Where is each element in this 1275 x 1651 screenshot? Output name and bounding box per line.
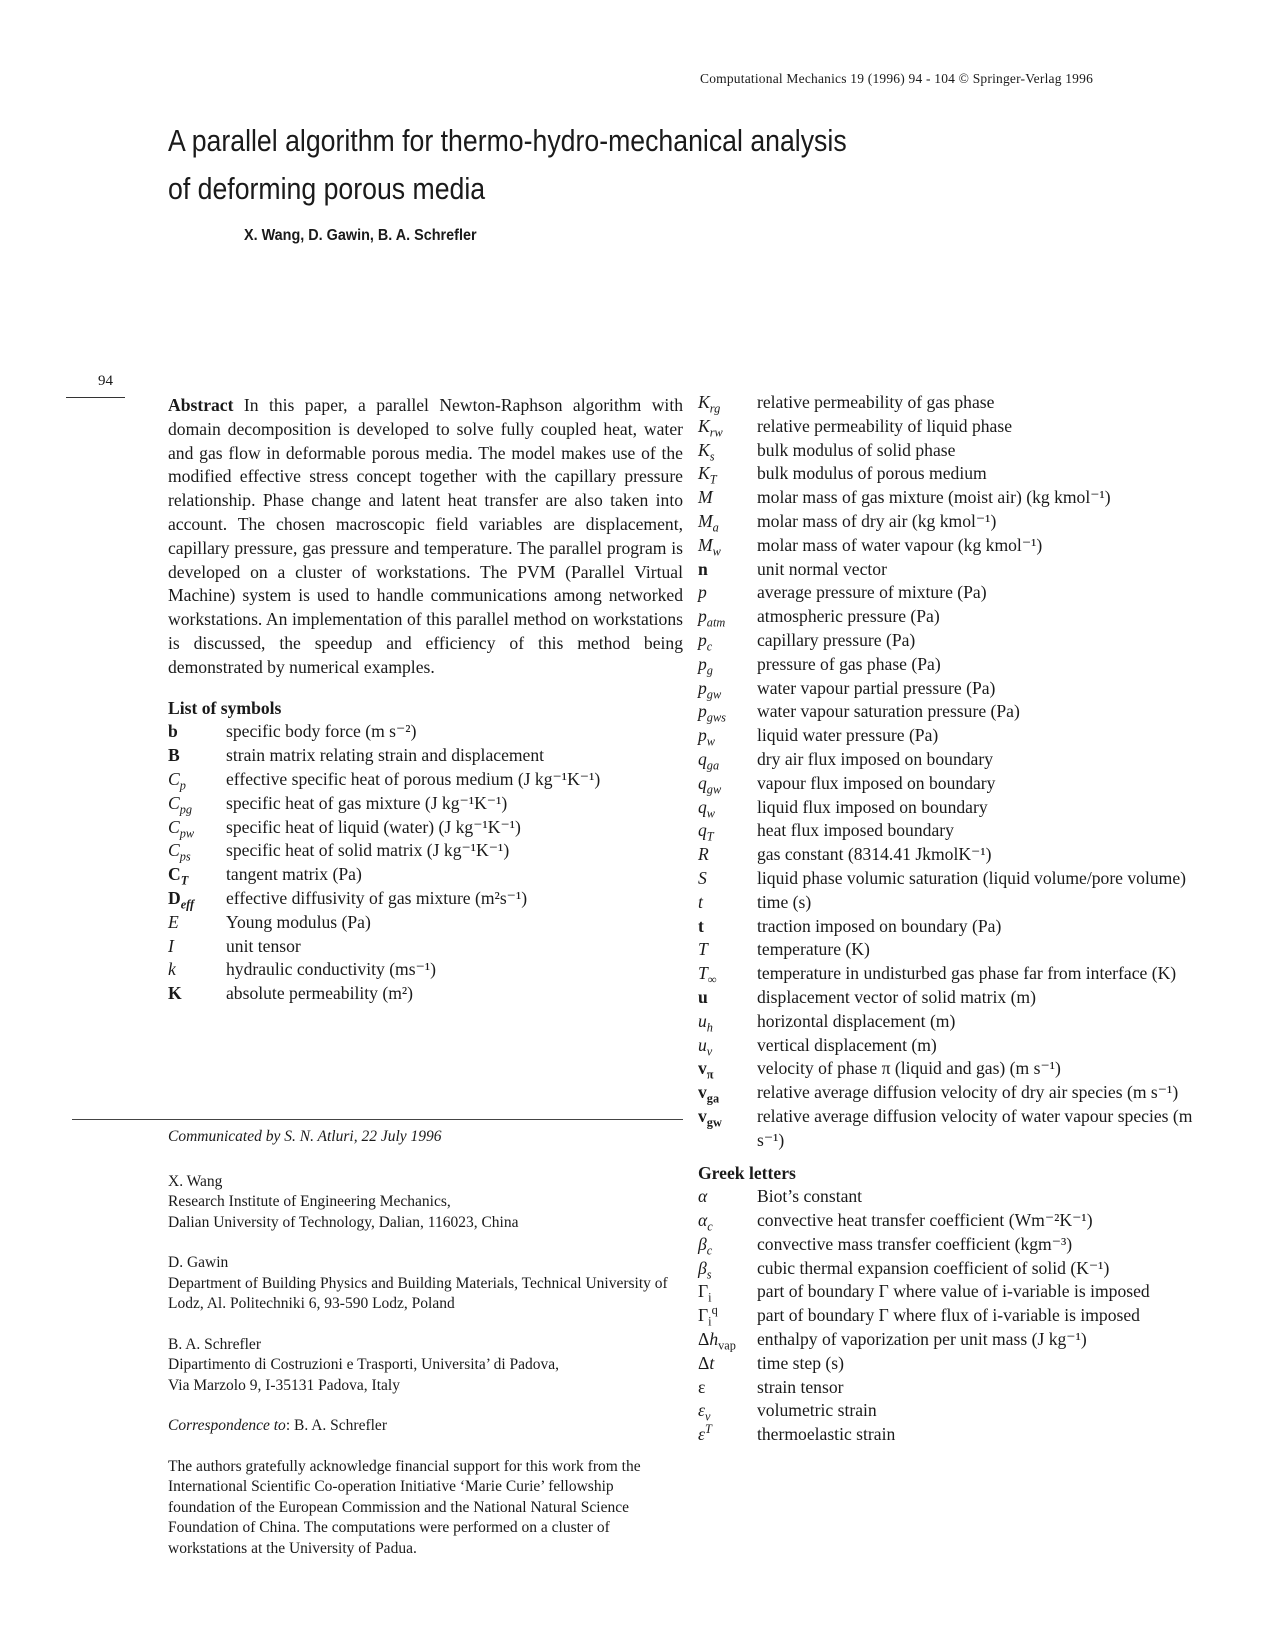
symbol-row bbox=[698, 391, 1218, 415]
symbol-row bbox=[168, 792, 683, 816]
greek-row bbox=[698, 1399, 1218, 1423]
symbols-list-right bbox=[698, 391, 1218, 1153]
symbol-definition: temperature (K) bbox=[757, 939, 870, 960]
symbol: E bbox=[168, 911, 179, 932]
symbol: $\varepsilon_v$ bbox=[698, 1400, 711, 1424]
symbol-definition: traction imposed on boundary (Pa) bbox=[757, 915, 1002, 936]
symbol: $q_{gw}$ bbox=[698, 772, 722, 797]
symbol-row bbox=[698, 558, 1218, 582]
symbol-definition: convective heat transfer coefficient (Wm⁻²K⁻¹) bbox=[757, 1210, 1093, 1231]
abstract-text: In this paper, a parallel Newton-Raphson algorithm with domain decomposition is developed to solve fully coupled heat, water and gas flow in deformable porous media. The model makes use of the modified effective stress concept together with the capillary pressure relationship. Phase change and latent heat transfer are also taken into account. The chosen macroscopic field variables are displacement, capillary pressure, gas pressure and temperature. The parallel program is developed on a cluster of workstations. The PVM (Parallel Virtual Machine) system is used to handle communications among networked workstations. An implementation of this parallel method on workstations is discussed, the speedup and efficiency of this method being demonstrated by numerical examples. bbox=[168, 395, 683, 677]
paper-title bbox=[168, 117, 942, 213]
symbol-definition: cubic thermal expansion coefficient of solid (K⁻¹) bbox=[757, 1257, 1110, 1278]
symbol-row bbox=[698, 581, 1218, 605]
author-list: X. Wang, D. Gawin, B. A. Schrefler bbox=[244, 227, 477, 244]
symbol-definition: hydraulic conductivity (ms⁻¹) bbox=[226, 959, 436, 980]
symbol-row bbox=[698, 867, 1218, 891]
symbol-row bbox=[168, 816, 683, 840]
symbol-row bbox=[698, 510, 1218, 534]
symbol-row bbox=[698, 938, 1218, 962]
symbol: $\beta_c$ bbox=[698, 1233, 713, 1258]
symbol: $v_\pi$ bbox=[698, 1058, 714, 1082]
symbol-definition: relative average diffusion velocity of water vapour species (m s⁻¹) bbox=[757, 1105, 1193, 1150]
footnotes bbox=[168, 1127, 683, 1559]
symbol-definition: capillary pressure (Pa) bbox=[757, 629, 916, 650]
symbol: $q_{ga}$ bbox=[698, 748, 720, 773]
symbol: $\beta_s$ bbox=[698, 1257, 712, 1282]
footnote-rule bbox=[72, 1119, 683, 1120]
symbol-definition: molar mass of dry air (kg kmol⁻¹) bbox=[757, 510, 997, 531]
symbol: $D_{eff}$ bbox=[168, 887, 195, 912]
symbol: b bbox=[168, 721, 178, 742]
symbol: $v_{ga}$ bbox=[698, 1082, 720, 1106]
symbol-definition: liquid water pressure (Pa) bbox=[757, 725, 939, 746]
symbol-row bbox=[698, 724, 1218, 748]
symbols-heading: List of symbols bbox=[168, 697, 282, 718]
symbol: T bbox=[698, 939, 708, 960]
symbol-row bbox=[698, 486, 1218, 510]
symbol-row bbox=[698, 534, 1218, 558]
symbol-row bbox=[168, 720, 683, 744]
symbol-definition: molar mass of gas mixture (moist air) (kg kmol⁻¹) bbox=[757, 487, 1111, 508]
symbol-definition: liquid flux imposed on boundary bbox=[757, 796, 988, 817]
symbol-row bbox=[698, 415, 1218, 439]
symbol-row bbox=[698, 1105, 1218, 1153]
symbol-definition: enthalpy of vaporization per unit mass (J kg⁻¹) bbox=[757, 1329, 1087, 1350]
symbol-definition: bulk modulus of porous medium bbox=[757, 463, 987, 484]
symbol-definition: Young modulus (Pa) bbox=[226, 911, 371, 932]
symbol: I bbox=[168, 935, 174, 956]
symbol: $p_c$ bbox=[698, 629, 713, 654]
affiliation-line: Dipartimento di Costruzioni e Trasporti, Universita’ di Padova, bbox=[168, 1356, 560, 1373]
symbol-row bbox=[698, 1081, 1218, 1105]
symbol-definition: strain matrix relating strain and displacement bbox=[226, 745, 545, 766]
symbol: p bbox=[698, 582, 707, 603]
symbol: $C_T$ bbox=[168, 864, 189, 888]
greek-row bbox=[698, 1376, 1218, 1400]
symbol-definition: time (s) bbox=[757, 891, 812, 912]
symbol: $v_{gw}$ bbox=[698, 1105, 722, 1130]
greek-heading: Greek letters bbox=[698, 1162, 796, 1183]
affiliation-gawin bbox=[168, 1253, 683, 1315]
symbol-definition: relative permeability of liquid phase bbox=[757, 415, 1013, 436]
affiliation-name: X. Wang bbox=[168, 1172, 223, 1190]
symbol: α bbox=[698, 1186, 708, 1207]
symbol: $\Delta h_{vap}$ bbox=[698, 1329, 736, 1353]
symbol-definition: pressure of gas phase (Pa) bbox=[757, 653, 941, 674]
symbol-row bbox=[698, 439, 1218, 463]
symbol: K bbox=[168, 983, 182, 1004]
symbol-row bbox=[698, 653, 1218, 677]
symbol-row bbox=[698, 772, 1218, 796]
correspondence-name: B. A. Schrefler bbox=[294, 1417, 387, 1434]
symbol-definition: specific heat of gas mixture (J kg⁻¹K⁻¹) bbox=[226, 792, 508, 813]
symbol-definition: specific heat of liquid (water) (J kg⁻¹K⁻¹) bbox=[226, 816, 521, 837]
symbol-row bbox=[698, 462, 1218, 486]
symbol: $K_{rg}$ bbox=[698, 392, 721, 416]
symbol-definition: effective specific heat of porous medium (J kg⁻¹K⁻¹) bbox=[226, 768, 601, 789]
symbol-row bbox=[698, 843, 1218, 867]
symbol-definition: absolute permeability (m²) bbox=[226, 983, 414, 1004]
symbol: $p_{gws}$ bbox=[698, 701, 726, 725]
symbol: k bbox=[168, 959, 176, 980]
symbol: $\Gamma_i$ bbox=[698, 1281, 712, 1305]
symbol-definition: thermoelastic strain bbox=[757, 1424, 896, 1445]
symbol-definition: unit normal vector bbox=[757, 558, 887, 579]
symbol: $C_{pg}$ bbox=[168, 792, 193, 817]
symbol-row bbox=[168, 935, 683, 959]
symbol-definition: effective diffusivity of gas mixture (m²s⁻¹) bbox=[226, 887, 528, 908]
symbol: $M_a$ bbox=[698, 510, 719, 535]
symbol-row bbox=[698, 891, 1218, 915]
symbol-definition: bulk modulus of solid phase bbox=[757, 439, 956, 460]
symbol-row bbox=[168, 839, 683, 863]
abstract-heading: Abstract bbox=[168, 395, 234, 415]
symbol: $K_s$ bbox=[698, 439, 715, 464]
correspondence: Correspondence to: B. A. Schrefler bbox=[168, 1417, 387, 1434]
symbol-row bbox=[698, 1034, 1218, 1058]
greek-list bbox=[698, 1185, 1218, 1447]
symbol-definition: vapour flux imposed on boundary bbox=[757, 772, 996, 793]
symbol: B bbox=[168, 745, 180, 766]
symbol: Δt bbox=[698, 1352, 715, 1373]
symbol: u bbox=[698, 986, 708, 1007]
symbol-definition: vertical displacement (m) bbox=[757, 1034, 937, 1055]
symbol: $p_{atm}$ bbox=[698, 606, 726, 630]
symbol-definition: part of boundary Γ where value of i-variable is imposed bbox=[757, 1281, 1150, 1302]
symbol-definition: time step (s) bbox=[757, 1352, 844, 1373]
greek-row bbox=[698, 1257, 1218, 1281]
symbol-definition: horizontal displacement (m) bbox=[757, 1010, 956, 1031]
page-number: 94 bbox=[98, 373, 113, 389]
symbol-definition: volumetric strain bbox=[757, 1400, 877, 1421]
greek-row bbox=[698, 1352, 1218, 1376]
symbol-definition: temperature in undisturbed gas phase far from interface (K) bbox=[757, 963, 1177, 984]
greek-row bbox=[698, 1185, 1218, 1209]
symbol-row bbox=[698, 605, 1218, 629]
symbols-list-left bbox=[168, 720, 683, 1006]
symbol: $\varepsilon^T$ bbox=[698, 1422, 712, 1445]
symbol: $p_w$ bbox=[698, 725, 716, 749]
symbol-definition: specific heat of solid matrix (J kg⁻¹K⁻¹) bbox=[226, 840, 510, 861]
symbol: $C_{pw}$ bbox=[168, 816, 195, 841]
page-number-rule bbox=[66, 397, 125, 398]
correspondence-label: Correspondence to bbox=[168, 1417, 286, 1434]
symbol-definition: liquid phase volumic saturation (liquid volume/pore volume) bbox=[757, 867, 1187, 888]
symbol-row bbox=[698, 1057, 1218, 1081]
symbol-definition: heat flux imposed boundary bbox=[757, 820, 954, 841]
left-column bbox=[168, 394, 683, 1006]
symbol: ε bbox=[698, 1376, 706, 1397]
symbol: $\alpha_c$ bbox=[698, 1210, 713, 1234]
symbol-definition: water vapour partial pressure (Pa) bbox=[757, 677, 996, 698]
symbol-definition: strain tensor bbox=[757, 1376, 844, 1397]
symbol-row bbox=[168, 887, 683, 911]
symbol-row bbox=[168, 863, 683, 887]
symbol-definition: dry air flux imposed on boundary bbox=[757, 748, 994, 769]
affiliation-line: Department of Building Physics and Building Materials, Technical University of Lodz, Al. Politechniki 6, 93-590 Lodz, Poland bbox=[168, 1274, 668, 1312]
greek-row bbox=[698, 1233, 1218, 1257]
title-line-1: A parallel algorithm for thermo-hydro-mechanical analysis bbox=[168, 123, 847, 158]
greek-row bbox=[698, 1280, 1218, 1304]
symbol-row bbox=[698, 819, 1218, 843]
journal-citation: Computational Mechanics 19 (1996) 94 - 104 © Springer-Verlag 1996 bbox=[700, 71, 1094, 86]
symbol-definition: unit tensor bbox=[226, 935, 301, 956]
greek-row bbox=[698, 1304, 1218, 1328]
symbol-row bbox=[168, 982, 683, 1006]
affiliation-line: Via Marzolo 9, I-35131 Padova, Italy bbox=[168, 1376, 400, 1394]
symbol-row bbox=[698, 629, 1218, 653]
symbol: $M_w$ bbox=[698, 534, 721, 559]
symbol: $p_{gw}$ bbox=[698, 677, 722, 702]
acknowledgement: The authors gratefully acknowledge financial support for this work from the International Scientific Co-operation Initiative ‘Marie Curie’ fellowship foundation of the European Commission and the National Natural Science Foundation of China. The computations were performed on a cluster of workstations at the University of Padua. bbox=[168, 1457, 641, 1557]
symbol: $K_{rw}$ bbox=[698, 415, 723, 440]
symbol-definition: molar mass of water vapour (kg kmol⁻¹) bbox=[757, 534, 1043, 555]
communicated-by: Communicated by S. N. Atluri, 22 July 1996 bbox=[168, 1128, 442, 1145]
symbol: $\Gamma_i^q$ bbox=[698, 1303, 718, 1329]
symbol: t bbox=[698, 891, 703, 912]
symbol: n bbox=[698, 558, 708, 579]
symbol-row bbox=[698, 962, 1218, 986]
symbol: $C_{ps}$ bbox=[168, 840, 191, 864]
symbol-row bbox=[168, 958, 683, 982]
symbol-row bbox=[698, 915, 1218, 939]
affiliation-wang bbox=[168, 1172, 683, 1234]
right-column bbox=[698, 391, 1218, 1447]
symbol: $u_h$ bbox=[698, 1010, 713, 1035]
affiliation-name: D. Gawin bbox=[168, 1254, 229, 1271]
greek-row bbox=[698, 1423, 1218, 1447]
symbol-row bbox=[698, 1010, 1218, 1034]
symbol: S bbox=[698, 867, 707, 888]
symbol: M bbox=[698, 487, 713, 508]
symbol-row bbox=[168, 911, 683, 935]
symbol-row bbox=[698, 700, 1218, 724]
greek-row bbox=[698, 1328, 1218, 1352]
symbol-row bbox=[168, 744, 683, 768]
symbol-row bbox=[698, 677, 1218, 701]
symbol-definition: water vapour saturation pressure (Pa) bbox=[757, 701, 1020, 722]
symbol-row bbox=[698, 986, 1218, 1010]
greek-row bbox=[698, 1209, 1218, 1233]
symbol: $q_T$ bbox=[698, 820, 714, 844]
abstract bbox=[168, 394, 683, 680]
symbol: R bbox=[698, 844, 709, 865]
symbol: $u_v$ bbox=[698, 1034, 713, 1059]
affiliation-line: Dalian University of Technology, Dalian, 116023, China bbox=[168, 1213, 519, 1231]
affiliation-schrefler bbox=[168, 1335, 683, 1397]
symbol-definition: specific body force (m s⁻²) bbox=[226, 721, 417, 742]
symbol-row bbox=[698, 796, 1218, 820]
symbol: t bbox=[698, 915, 704, 936]
symbol-row bbox=[698, 748, 1218, 772]
symbol-definition: part of boundary Γ where flux of i-variable is imposed bbox=[757, 1305, 1140, 1326]
symbol-definition: tangent matrix (Pa) bbox=[226, 864, 362, 885]
symbol-definition: relative average diffusion velocity of dry air species (m s⁻¹) bbox=[757, 1082, 1179, 1103]
symbol: $q_w$ bbox=[698, 796, 716, 821]
symbol-definition: atmospheric pressure (Pa) bbox=[757, 606, 940, 627]
affiliation-name: B. A. Schrefler bbox=[168, 1335, 261, 1353]
symbol-row bbox=[168, 768, 683, 792]
affiliation-line: Research Institute of Engineering Mechanics, bbox=[168, 1193, 451, 1210]
symbol-definition: convective mass transfer coefficient (kgm⁻³) bbox=[757, 1233, 1073, 1254]
symbol-definition: average pressure of mixture (Pa) bbox=[757, 582, 987, 603]
symbol-definition: relative permeability of gas phase bbox=[757, 392, 995, 412]
title-line-2: of deforming porous media bbox=[168, 171, 486, 206]
symbol: $p_g$ bbox=[698, 653, 713, 678]
symbol: $C_p$ bbox=[168, 768, 186, 793]
symbol-definition: displacement vector of solid matrix (m) bbox=[757, 986, 1036, 1007]
symbol-definition: Biot’s constant bbox=[757, 1186, 863, 1207]
symbol: $K_T$ bbox=[698, 463, 717, 487]
symbol-definition: velocity of phase π (liquid and gas) (m s⁻¹) bbox=[757, 1058, 1061, 1079]
symbol-definition: gas constant (8314.41 JkmolK⁻¹) bbox=[757, 844, 992, 865]
symbol: $T_\infty$ bbox=[698, 963, 717, 987]
